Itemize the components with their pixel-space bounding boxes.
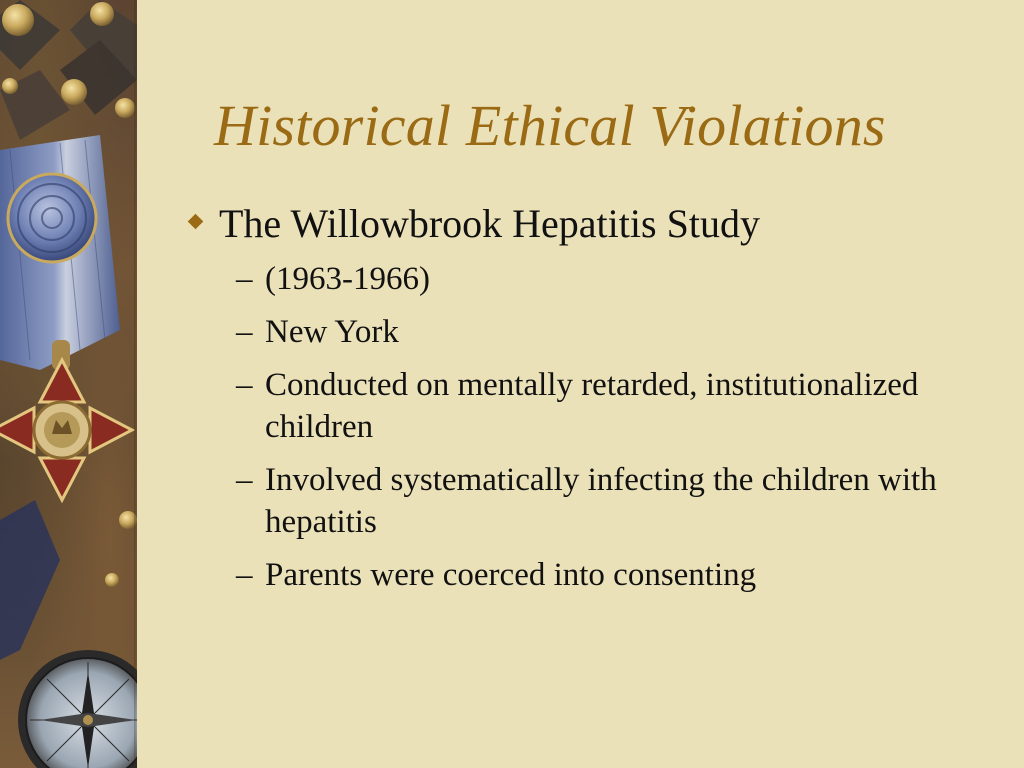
- side-decoration-strip: [0, 0, 137, 768]
- sub-bullet-text: New York: [265, 314, 399, 350]
- sub-bullet-dates: [186, 258, 1016, 300]
- dash-bullet: –: [236, 557, 253, 593]
- sub-bullet-consent: [186, 554, 1016, 596]
- medal-and-compass-illustration: [0, 0, 137, 768]
- bullet-text: The Willowbrook Hepatitis Study: [219, 201, 760, 246]
- bullet-list: [186, 196, 1016, 607]
- sub-bullet-subjects: [186, 364, 1016, 448]
- sub-bullet-text: (1963-1966): [265, 261, 430, 297]
- sub-bullet-text: Conducted on mentally retarded, institutionalized children: [265, 367, 919, 445]
- diamond-bullet-icon: [188, 214, 204, 230]
- bullet-item-willowbrook: [186, 196, 1016, 252]
- sub-bullet-text: Involved systematically infecting the children with hepatitis: [265, 462, 937, 540]
- dash-bullet: –: [236, 462, 253, 498]
- sub-bullet-method: [186, 459, 1016, 543]
- dash-bullet: –: [236, 367, 253, 403]
- side-strip-shadow: [134, 0, 137, 768]
- dash-bullet: –: [236, 261, 253, 297]
- sub-bullet-location: [186, 311, 1016, 353]
- sub-bullet-text: Parents were coerced into consenting: [265, 557, 757, 593]
- slide-title: Historical Ethical Violations: [214, 93, 886, 158]
- dash-bullet: –: [236, 314, 253, 350]
